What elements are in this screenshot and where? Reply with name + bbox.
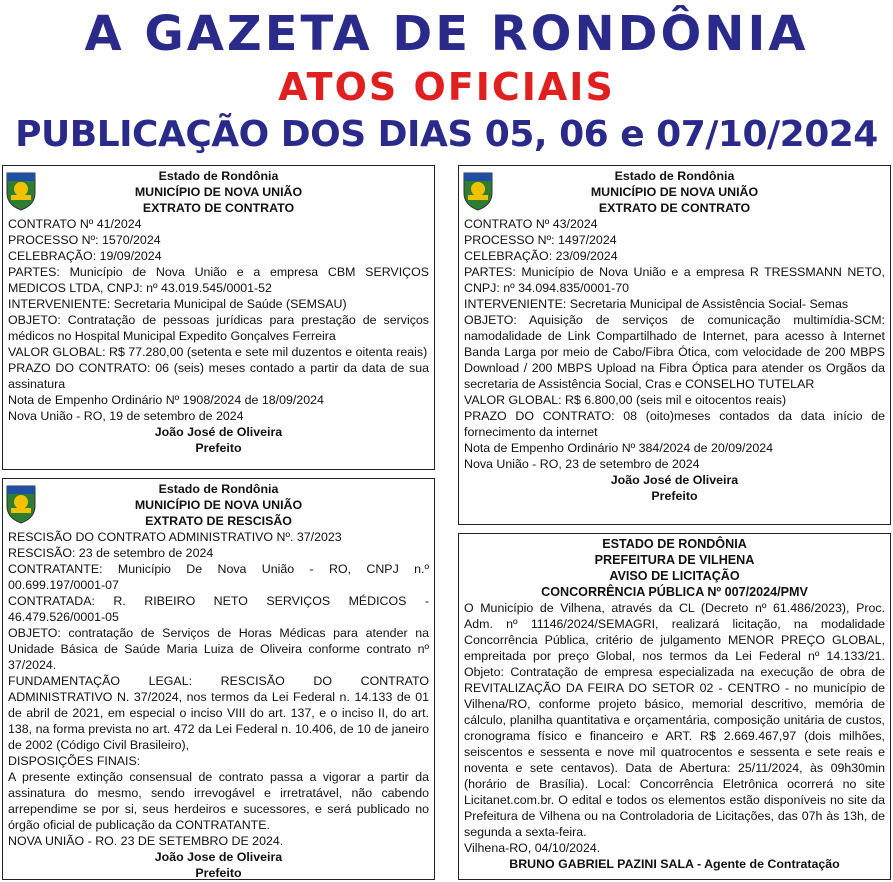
notice-rescission-37: [2, 478, 435, 880]
signatory-title: Prefeito: [651, 489, 698, 503]
notice-line: VALOR GLOBAL: R$ 6.800,00 (seis mil e oitocentos reais): [464, 393, 787, 407]
notice-line: Vilhena-RO, 04/10/2024.: [464, 841, 601, 855]
notice-line: Nota de Empenho Ordinário Nº 1908/2024 de 18/09/2024: [8, 393, 324, 407]
newspaper-title: A GAZETA DE RONDÔNIA: [84, 6, 809, 62]
notice-contract-43: [458, 165, 891, 525]
header-notice-type: EXTRATO DE RESCISÃO: [145, 514, 292, 528]
notice-vilhena-tender: [458, 533, 891, 880]
notice-line: CELEBRAÇÃO: 23/09/2024: [464, 249, 618, 263]
notice-line: PRAZO DO CONTRATO: 06 (seis) meses contado a partir da data de sua assinatura: [8, 361, 429, 391]
notice-contract-41: [2, 165, 435, 470]
header-state: Estado de Rondônia: [158, 169, 279, 183]
notice-line: DISPOSIÇÕES FINAIS:: [8, 754, 141, 768]
header-state: Estado de Rondônia: [158, 482, 279, 496]
signatory-name: BRUNO GABRIEL PAZINI SALA - Agente de Contratação: [509, 857, 840, 871]
notice-line: INTERVENIENTE: Secretaria Municipal de Saúde (SEMSAU): [8, 297, 347, 311]
signatory-title: Prefeito: [195, 441, 242, 455]
header-notice-type: AVISO DE LICITAÇÃO: [609, 569, 740, 583]
notice-header: [8, 168, 429, 216]
header-municipality: MUNICÍPIO DE NOVA UNIÃO: [134, 185, 303, 199]
notice-line: NOVA UNIÃO - RO. 23 DE SETEMBRO DE 2024.: [8, 834, 284, 848]
header-municipality: PREFEITURA DE VILHENA: [594, 553, 755, 567]
header-notice-type: EXTRATO DE CONTRATO: [598, 201, 751, 215]
notice-line: CONTRATO Nº 41/2024: [8, 217, 142, 231]
header-state: Estado de Rondônia: [614, 169, 735, 183]
notice-line: PARTES: Município de Nova União e a empresa R TRESSMANN NETO, CNPJ: nº 34.094.835/0001-70: [464, 265, 885, 295]
signatory-name: João José de Oliveira: [610, 473, 739, 487]
header-state: ESTADO DE RONDÔNIA: [602, 537, 747, 551]
notice-line: A presente extinção consensual de contrato passa a vigorar a partir da assinatura do mesmo, sendo irrevogável e irretratável, não cabendo arrependime se por si, seus herdeiros e sucessores, e será publicado no órgão oficial de publicação da CONTRATANTE.: [8, 770, 429, 832]
municipal-crest-icon: [5, 169, 37, 211]
signatory-title: Prefeito: [195, 866, 242, 880]
signatory-name: João Jose de Oliveira: [154, 850, 283, 864]
notice-line: PROCESSO Nº: 1497/2024: [464, 233, 617, 247]
notice-line: OBJETO: contratação de Serviços de Horas Médicas para atender na Unidade Básica de Saúde Maria Luiza de Oliveira conforme contrato nº 37/2024.: [8, 626, 429, 672]
notice-line: CONTRATADA: R. RIBEIRO NETO SERVIÇOS MÉDICOS - 46.479.526/0001-05: [8, 594, 429, 624]
municipal-crest-icon: [5, 482, 37, 524]
publication-dates: PUBLICAÇÃO DOS DIAS 05, 06 e 07/10/2024: [15, 114, 878, 155]
notice-line: CONTRATANTE: Município De Nova União - RO, CNPJ n.º 00.699.197/0001-07: [8, 562, 429, 592]
signatory-name: João José de Oliveira: [154, 425, 283, 439]
notice-line: Nota de Empenho Ordinário Nº 384/2024 de 20/09/2024: [464, 441, 774, 455]
notice-line: RESCISÃO: 23 de setembro de 2024: [8, 546, 214, 560]
section-title: ATOS OFICIAIS: [278, 65, 615, 109]
notice-header: [464, 536, 885, 600]
notice-header: [8, 481, 429, 529]
notice-line: FUNDAMENTAÇÃO LEGAL: RESCISÃO DO CONTRATO ADMINISTRATIVO N. 37/2024, nos termos da Lei Federal n. 14.133 de 01 de abril de 2021, em especial o inciso VIII do art. 137, e o inciso II, do art. 138, na forma prevista no art. 472 da Lei Federal n. 10.406, de 10 de janeiro de 2002 (Código Civil Brasileiro),: [8, 674, 429, 752]
notice-line: OBJETO: Contratação de pessoas jurídicas para prestação de serviços médicos no Hospital Municipal Expedito Gonçalves Ferreira: [8, 313, 429, 343]
notice-line: INTERVENIENTE: Secretaria Municipal de Assistência Social- Semas: [464, 297, 849, 311]
notice-line: VALOR GLOBAL: R$ 77.280,00 (setenta e sete mil duzentos e oitenta reais): [8, 345, 428, 359]
header-notice-type: EXTRATO DE CONTRATO: [142, 201, 295, 215]
header-tender-number: CONCORRÊNCIA PÚBLICA Nº 007/2024/PMV: [541, 585, 808, 599]
notice-line: OBJETO: Aquisição de serviços de comunicação multimídia-SCM: namodalidade de Link Compartilhado de Internet, para acesso à Internet Banda Larga por meio de Cabo/Fibra Ótica, com velocidade de 200 MBPS Download / 200 MBPS Upload na Fibra Óptica para atender os Orgãos da secretaria de Assistência Social, Cras e CONSELHO TUTELAR: [464, 313, 885, 391]
notice-header: [464, 168, 885, 216]
notice-line: RESCISÃO DO CONTRATO ADMINISTRATIVO Nº. 37/2023: [8, 530, 342, 544]
notice-line: PARTES: Município de Nova União e a empresa CBM SERVIÇOS MEDICOS LTDA, CNPJ: nº 43.019.545/0001-52: [8, 265, 429, 295]
notice-line: PRAZO DO CONTRATO: 08 (oito)meses contados da data início de fornecimento da internet: [464, 409, 885, 439]
notice-line: Nova União - RO, 19 de setembro de 2024: [8, 409, 244, 423]
notice-body: O Município de Vilhena, através da CL (Decreto nº 61.486/2023), Proc. Adm. nº 11146/2024/SEMAGRI, realizará licitação, na modalidade Concorrência Pública, critério de julgamento MENOR PREÇO GLOBAL, empreitada por preço Global, nos termos da Lei Federal nº 14.133/21. Objeto: Contratação de empresa especializada na execução de obra de REVITALIZAÇÃO DA FEIRA DO SETOR 02 - CENTRO - no município de Vilhena/RO, conforme projeto básico, memorial descritivo, memória de cálculo, planilha quantitativa e orçamentária, composição unitária de custos, cronograma físico e financeiro e ART. R$ 2.669.467,97 (dois milhões, seiscentos e sessenta e nove mil quatrocentos e sessenta e sete reais e noventa e sete centavos). Data de Abertura: 25/11/2024, às 09h30min (horário de Brasília). Local: Concorrência Eletrônica ocorrerá no site Licitanet.com.br. O edital e todos os elementos estão disponíveis no site da Prefeitura de Vilhena ou na Controladoria de Licitações, das 07h às 13h, de segunda a sexta-feira.: [464, 601, 885, 839]
notice-line: CELEBRAÇÃO: 19/09/2024: [8, 249, 162, 263]
notice-line: Nova União - RO, 23 de setembro de 2024: [464, 457, 700, 471]
header-municipality: MUNICÍPIO DE NOVA UNIÃO: [590, 185, 759, 199]
header-municipality: MUNICÍPIO DE NOVA UNIÃO: [134, 498, 303, 512]
notice-line: PROCESSO Nº: 1570/2024: [8, 233, 161, 247]
municipal-crest-icon: [462, 169, 494, 211]
notice-line: CONTRATO Nº 43/2024: [464, 217, 598, 231]
